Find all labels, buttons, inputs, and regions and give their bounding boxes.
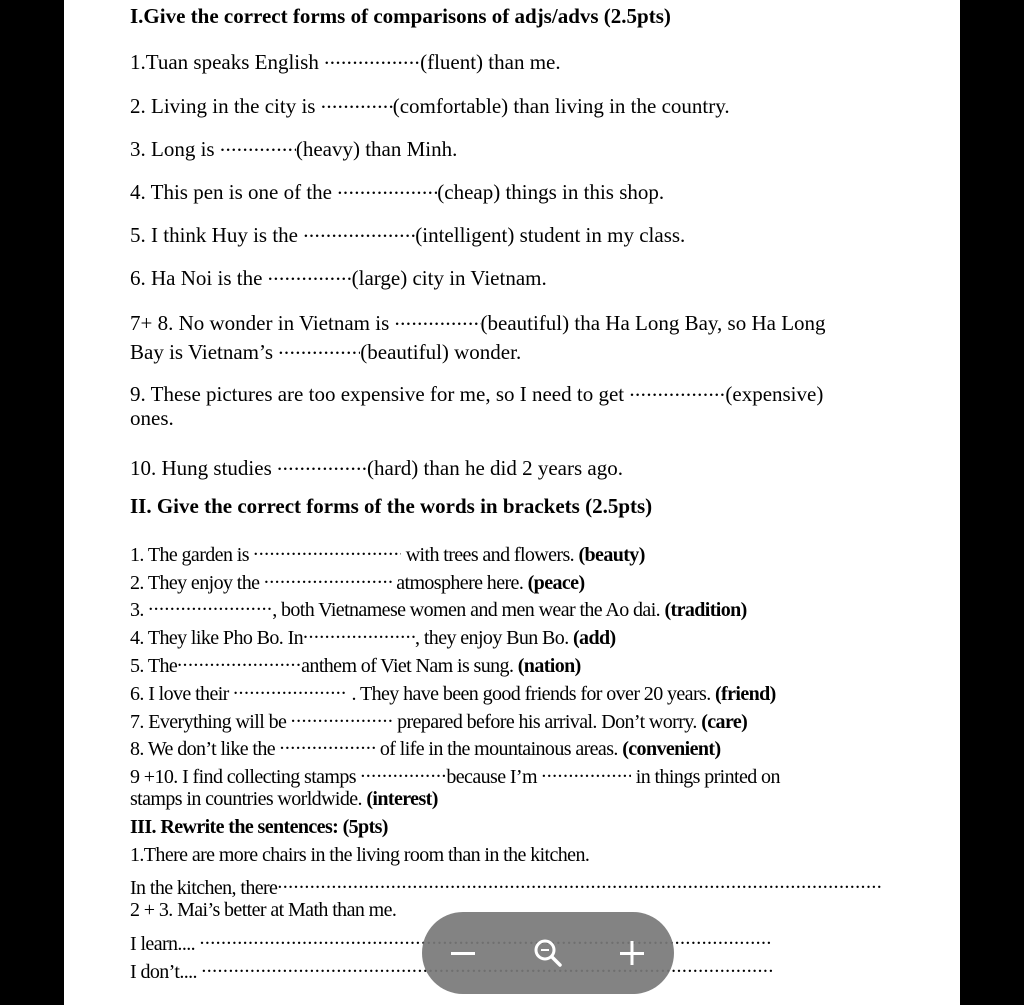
magnifier-icon [527,932,569,974]
minus-icon [442,932,484,974]
question-1-4: 4. This pen is one of the ..... (cheap) things in this shop. [130,175,664,204]
question-2-7: 7. Everything will be ..... prepared before his arrival. Don’t worry. (care) [130,704,747,734]
question-1-7-line2: Bay is Vietnam’s ..... (beautiful) wonder. [130,335,521,364]
answer-blank [395,306,481,330]
question-1-1: 1.Tuan speaks English ..... (fluent) than me. [130,45,561,74]
answer-blank [277,451,367,475]
answer-blank [324,45,420,69]
question-1-3: 3. Long is ..... (heavy) than Minh. [130,132,457,161]
question-1-9-line1: 9. These pictures are too expensive for me, so I need to get ..... (expensive) [130,377,823,406]
question-2-4: 4. They like Pho Bo. In..... , they enjoy Bun Bo. (add) [130,620,616,650]
question-2-2: 2. They enjoy the ..... atmosphere here. (peace) [130,565,585,595]
section-1-title: I.Give the correct forms of comparisons of adjs/advs (2.5pts) [130,4,671,28]
answer-blank [360,759,446,783]
question-2-5: 5. The..... anthem of Viet Nam is sung. (nation) [130,648,581,678]
question-1-2: 2. Living in the city is ..... (comfortable) than living in the country. [130,89,730,118]
zoom-out-button[interactable] [442,932,484,974]
sentence-3-2: 2 + 3. Mai’s better at Math than me. [130,899,397,921]
answer-blank [268,261,352,285]
rewrite-3-2: I learn.... ..... [130,926,771,956]
section-3-title: III. Rewrite the sentences: (5pts) [130,816,388,838]
sentence-3-1: 1.There are more chairs in the living room than in the kitchen. [130,844,590,866]
answer-blank [148,592,272,616]
answer-blank [177,648,301,672]
question-2-3: 3. ..... , both Vietnamese women and men wear the Ao dai. (tradition) [130,592,747,622]
answer-blank [264,565,392,589]
rewrite-3-1: In the kitchen, there..... [130,870,883,900]
question-2-8: 8. We don’t like the ..... of life in the mountainous areas. (convenient) [130,731,721,761]
plus-icon [611,932,653,974]
zoom-reset-button[interactable] [527,932,569,974]
question-1-9-line2: ones. [130,406,174,430]
rewrite-3-3: I don’t.... ..... [130,954,773,984]
question-1-6: 6. Ha Noi is the ..... (large) city in Vietnam. [130,261,547,290]
answer-blank [541,759,631,783]
answer-blank [253,537,401,561]
question-1-10: 10. Hung studies ..... (hard) than he did 2 years ago. [130,451,623,480]
question-1-7-line1: 7+ 8. No wonder in Vietnam is ..... (beautiful) tha Ha Long Bay, so Ha Long [130,306,826,335]
answer-blank [278,335,360,359]
answer-blank [220,132,296,156]
section-2-title: II. Give the correct forms of the words in brackets (2.5pts) [130,494,653,518]
answer-blank [303,218,415,242]
zoom-in-button[interactable] [611,932,653,974]
answer-blank [337,175,437,199]
question-2-1: 1. The garden is ..... with trees and flowers. (beauty) [130,537,645,567]
answer-blank [277,870,883,894]
answer-blank [629,377,725,401]
answer-blank [291,704,393,728]
question-2-6: 6. I love their ..... . They have been good friends for over 20 years. (friend) [130,676,776,706]
answer-blank [303,620,415,644]
answer-blank [279,731,375,755]
answer-blank [233,676,347,700]
question-2-9-line2: stamps in countries worldwide. (interest) [130,788,438,810]
question-2-9-line1: 9 +10. I find collecting stamps ..... because I’m ..... in things printed on [130,759,780,789]
answer-blank [321,89,393,113]
zoom-controls [422,912,674,994]
question-1-5: 5. I think Huy is the ..... (intelligent) student in my class. [130,218,685,247]
